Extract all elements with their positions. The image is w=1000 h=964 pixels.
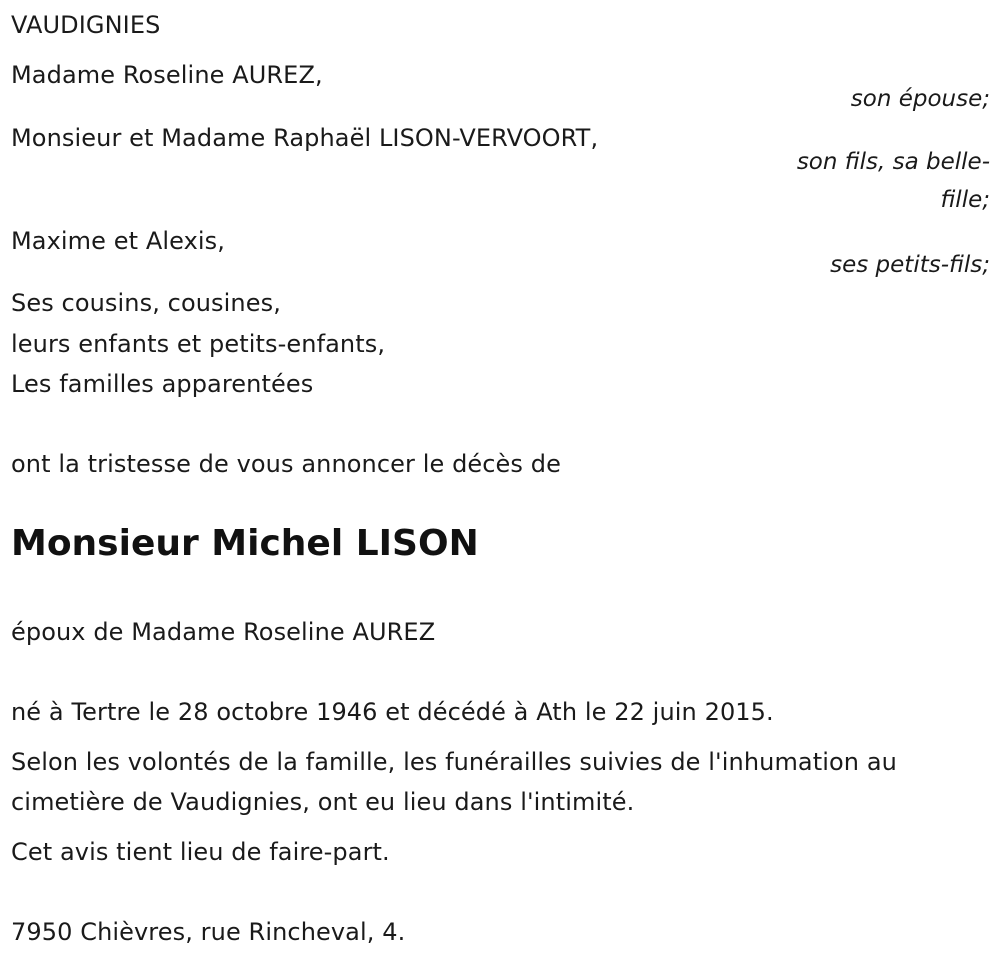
family-member-son: Monsieur et Madame Raphaël LISON-VERVOORT, bbox=[11, 124, 599, 152]
funeral-text-line: cimetière de Vaudignies, ont eu lieu dans l'intimité. bbox=[11, 788, 635, 816]
address-line: 7950 Chièvres, rue Rincheval, 4. bbox=[11, 918, 406, 946]
family-member-grandsons: Maxime et Alexis, bbox=[11, 227, 225, 255]
birth-death-line: né à Tertre le 28 octobre 1946 et décédé à Ath le 22 juin 2015. bbox=[11, 698, 774, 726]
place-heading: VAUDIGNIES bbox=[11, 11, 161, 39]
extended-family-line: Les familles apparentées bbox=[11, 370, 314, 398]
deceased-name: Monsieur Michel LISON bbox=[11, 523, 479, 564]
notice-line: Cet avis tient lieu de faire-part. bbox=[11, 838, 390, 866]
announcement-text: ont la tristesse de vous annoncer le décès de bbox=[11, 450, 561, 478]
relation-grandsons: ses petits-fils; bbox=[830, 252, 990, 278]
extended-family-line: Ses cousins, cousines, bbox=[11, 289, 281, 317]
relation-son: son fils, sa belle-fille; bbox=[796, 149, 990, 213]
funeral-text-line: Selon les volontés de la famille, les funérailles suivies de l'inhumation au bbox=[11, 748, 897, 776]
relation-spouse: son épouse; bbox=[850, 86, 990, 112]
extended-family-line: leurs enfants et petits-enfants, bbox=[11, 330, 386, 358]
spouse-line: époux de Madame Roseline AUREZ bbox=[11, 618, 436, 646]
family-member-spouse: Madame Roseline AUREZ, bbox=[11, 61, 323, 89]
